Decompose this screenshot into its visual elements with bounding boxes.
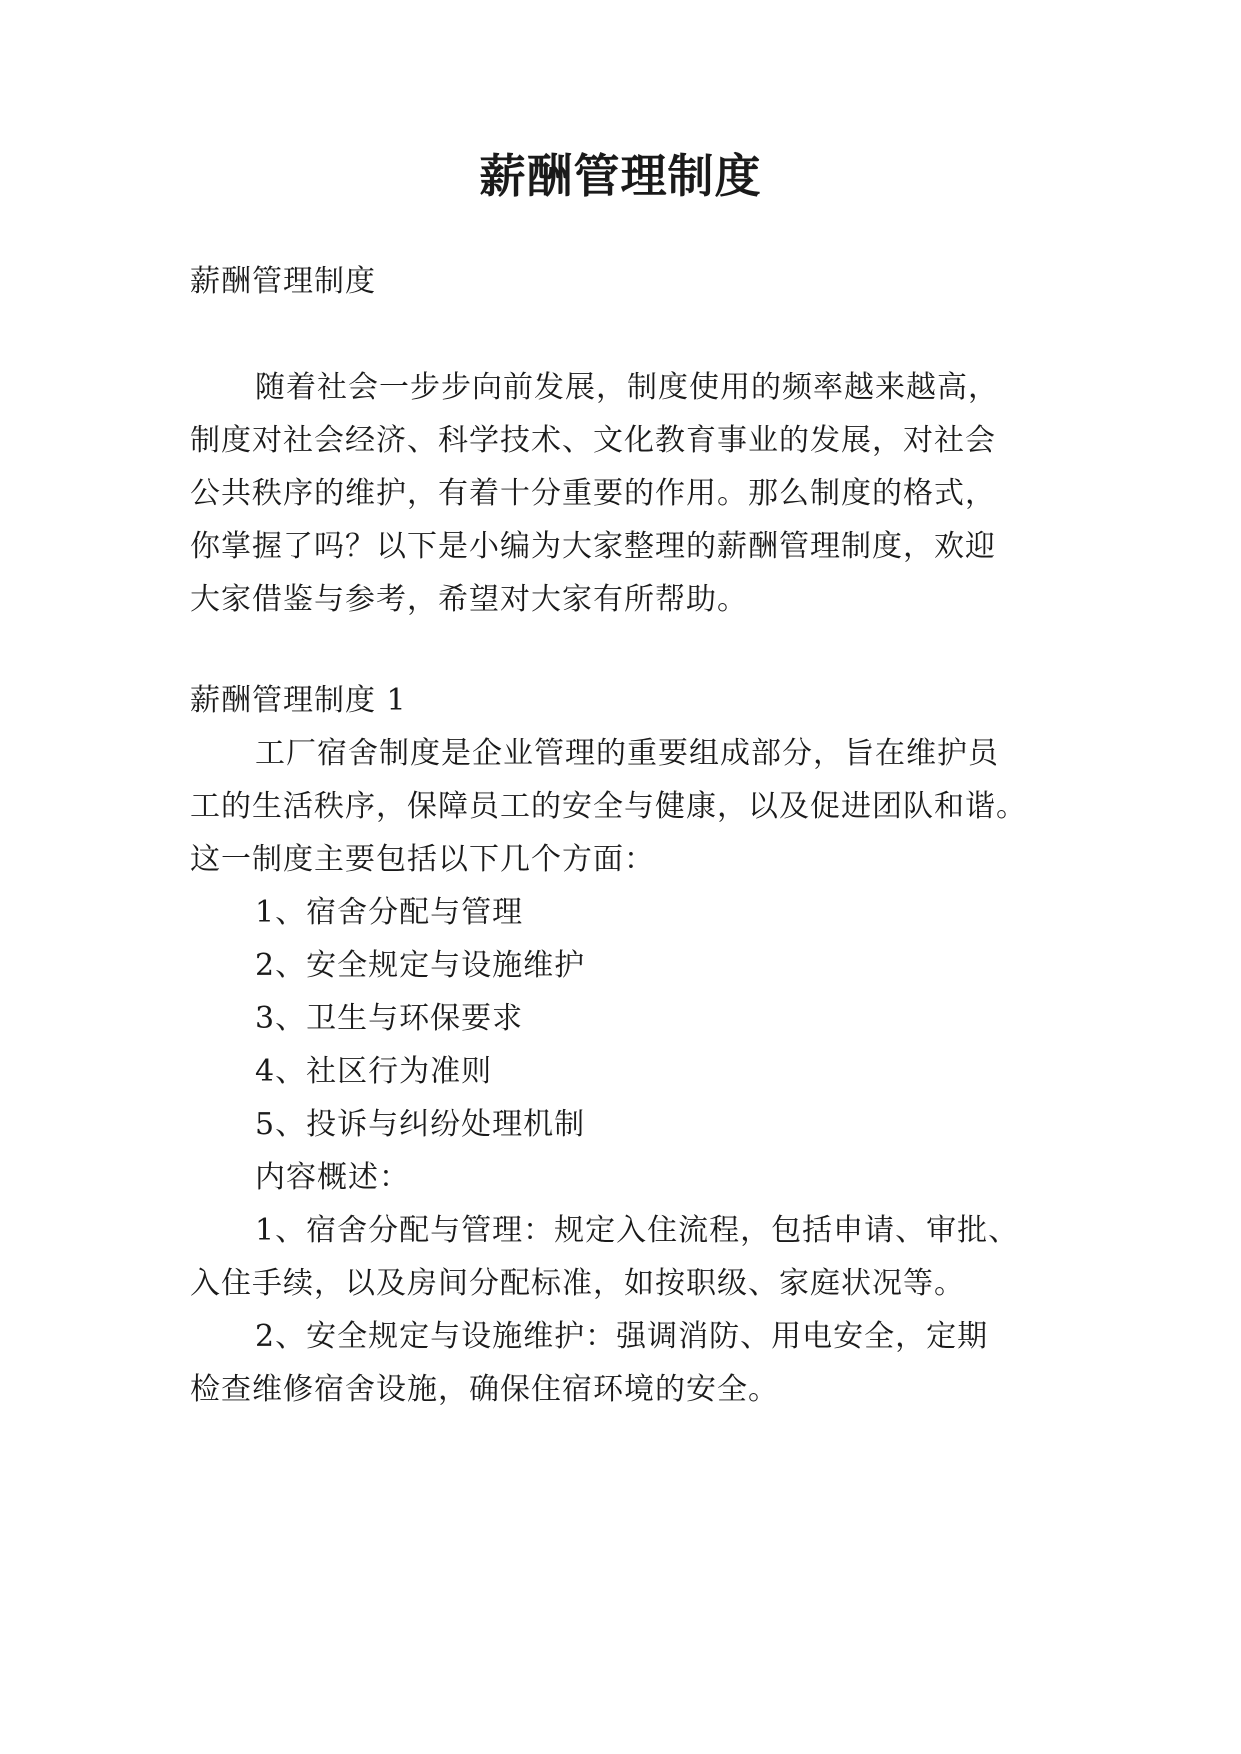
overview-line: 1、宿舍分配与管理：规定入住流程，包括申请、审批、 xyxy=(255,1213,1020,1248)
intro-line: 大家借鉴与参考，希望对大家有所帮助。 xyxy=(190,582,748,617)
list-item: 1、宿舍分配与管理 xyxy=(255,895,524,930)
overview-line: 检查维修宿舍设施，确保住宿环境的安全。 xyxy=(190,1372,779,1407)
overview-line: 入住手续，以及房间分配标准，如按职级、家庭状况等。 xyxy=(190,1266,965,1301)
document-subtitle: 薪酬管理制度 xyxy=(190,264,376,299)
section-paragraph-line: 这一制度主要包括以下几个方面： xyxy=(190,842,655,877)
intro-line: 随着社会一步步向前发展，制度使用的频率越来越高， xyxy=(255,370,999,405)
list-item: 4、社区行为准则 xyxy=(255,1054,493,1089)
list-item: 5、投诉与纠纷处理机制 xyxy=(255,1107,586,1142)
section-heading: 薪酬管理制度 1 xyxy=(190,683,407,718)
overview-label: 内容概述： xyxy=(255,1160,410,1195)
intro-line: 制度对社会经济、科学技术、文化教育事业的发展，对社会 xyxy=(190,423,996,458)
intro-line: 你掌握了吗？以下是小编为大家整理的薪酬管理制度，欢迎 xyxy=(190,529,996,564)
document-title: 薪酬管理制度 xyxy=(479,149,762,203)
section-paragraph-line: 工厂宿舍制度是企业管理的重要组成部分，旨在维护员 xyxy=(255,736,999,771)
intro-line: 公共秩序的维护，有着十分重要的作用。那么制度的格式， xyxy=(190,476,996,511)
list-item: 2、安全规定与设施维护 xyxy=(255,948,586,983)
overview-line: 2、安全规定与设施维护：强调消防、用电安全，定期 xyxy=(255,1319,989,1354)
section-paragraph-line: 工的生活秩序，保障员工的安全与健康，以及促进团队和谐。 xyxy=(190,789,1027,824)
list-item: 3、卫生与环保要求 xyxy=(255,1001,524,1036)
